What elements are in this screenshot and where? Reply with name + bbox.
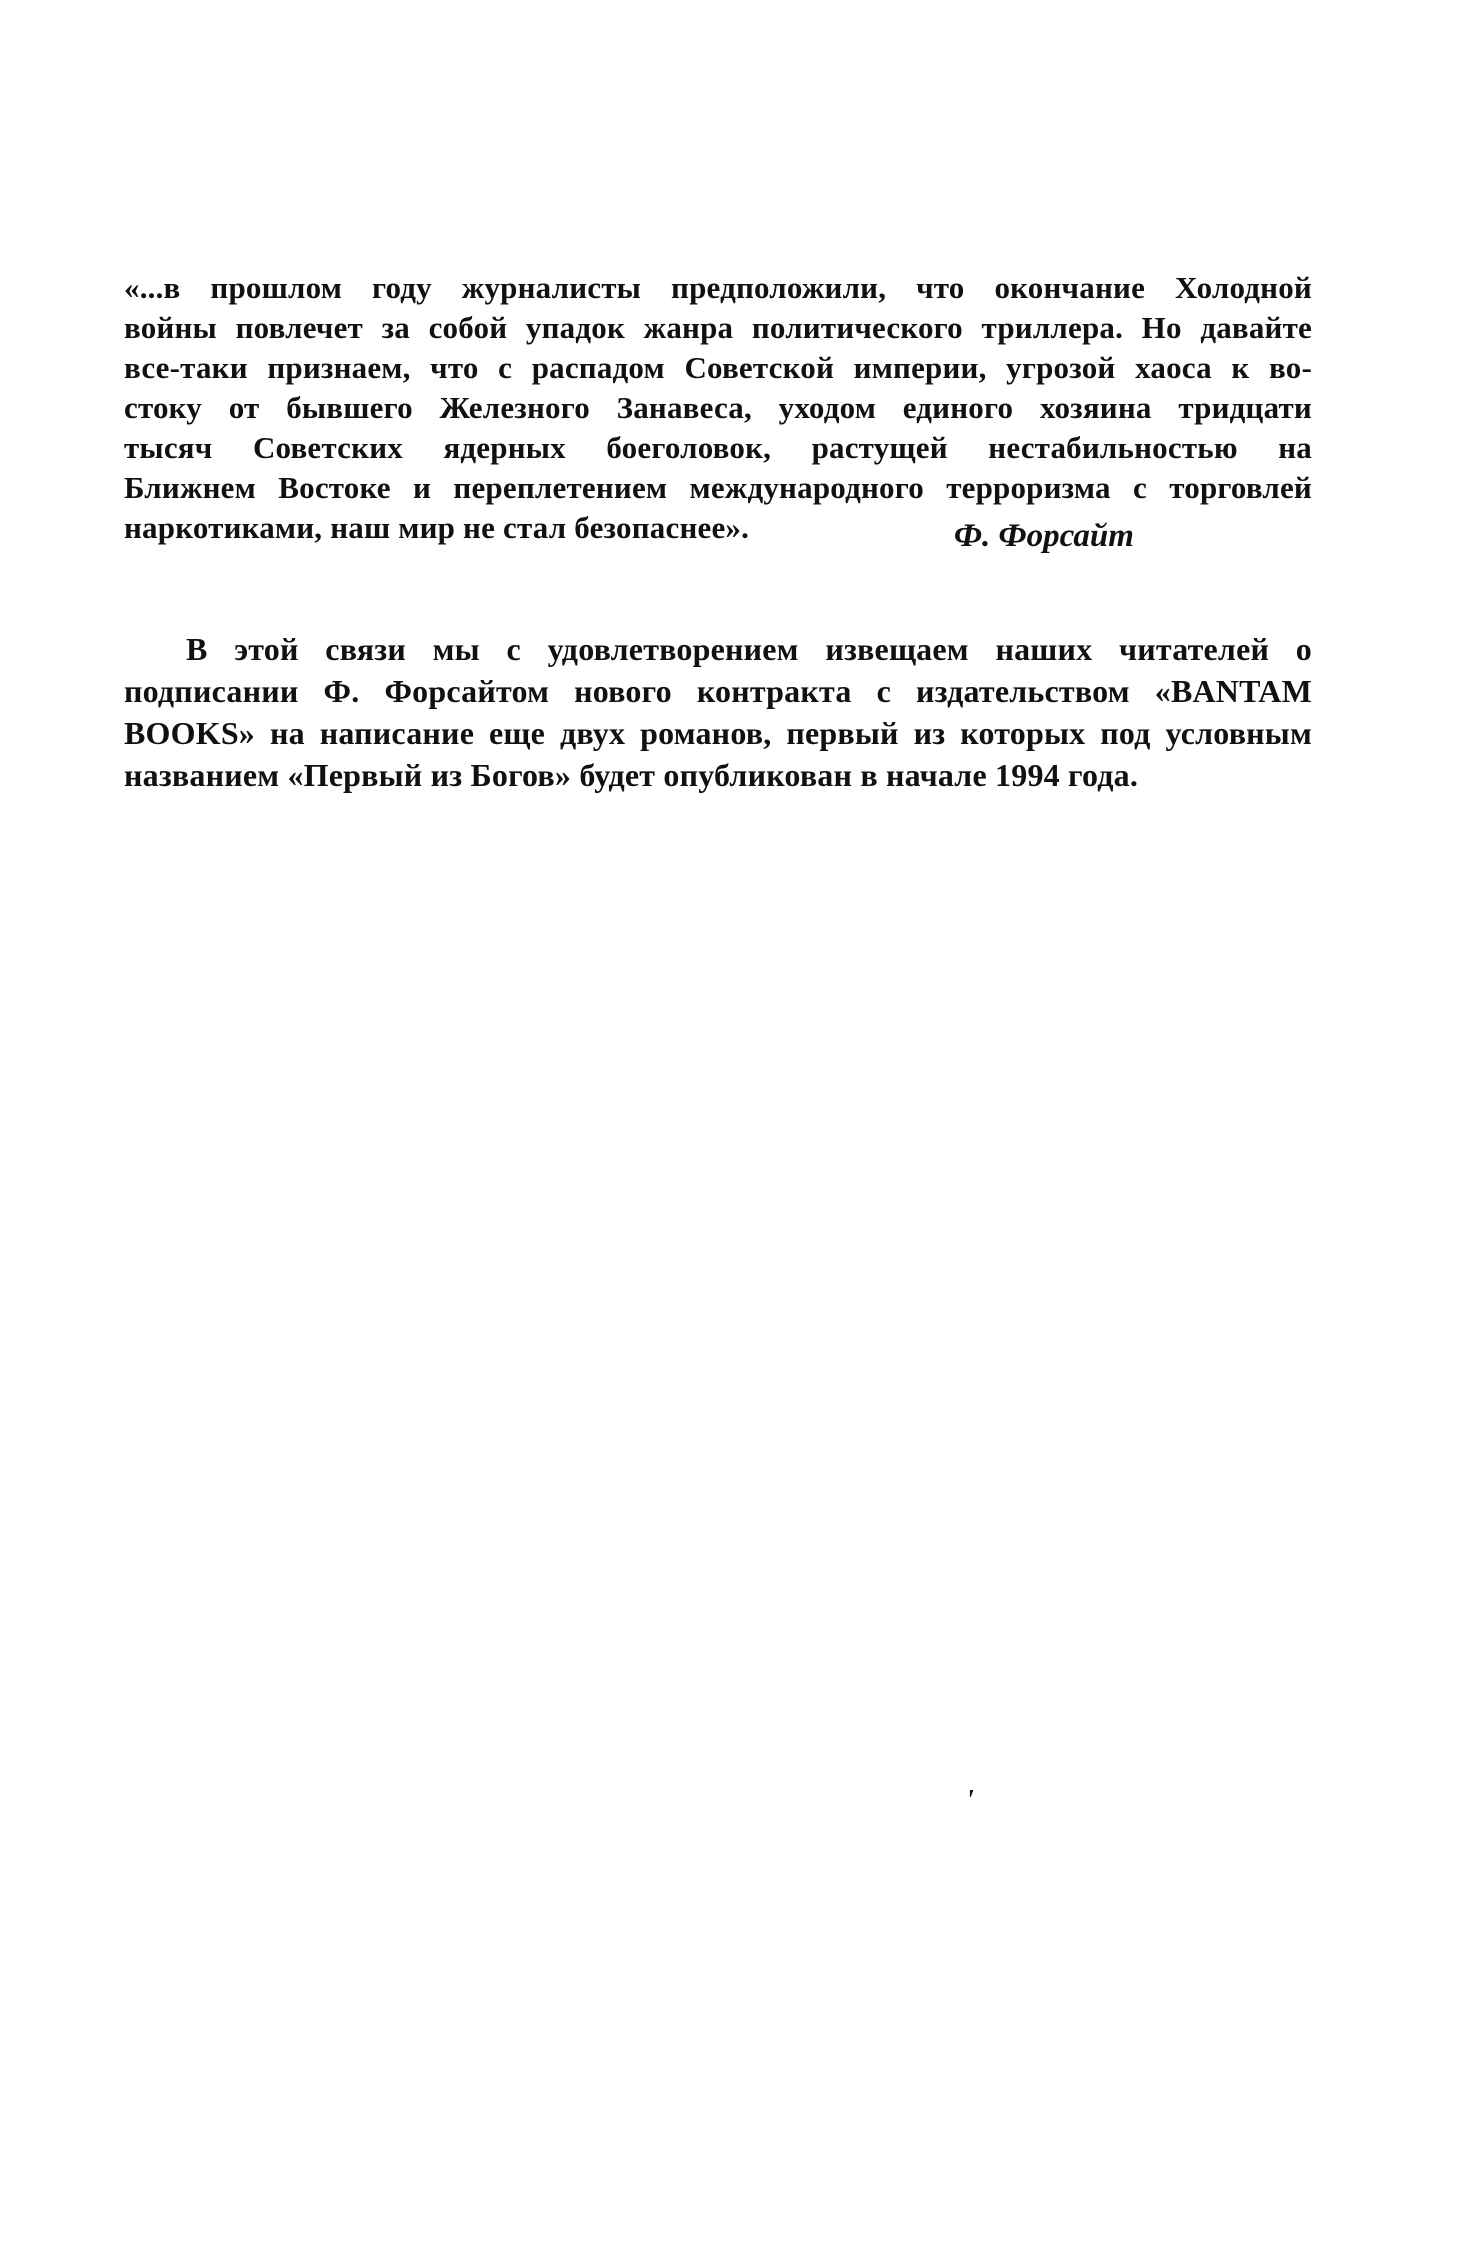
epigraph-signature: Ф. Форсайт: [954, 518, 1134, 554]
epigraph-line: «...в прошлом году журналисты предположили, что окончание Холодной: [124, 270, 1312, 305]
epigraph-last-row: [124, 508, 1312, 554]
announcement-line: названием «Первый из Богов» будет опубликован в начале 1994 года.: [124, 757, 1139, 793]
epigraph-line: Ближнем Востоке и переплетением международного терроризма с торговлей: [124, 470, 1312, 505]
epigraph-line: все-таки признаем, что с распадом Советской империи, угрозой хаоса к во-: [124, 350, 1312, 385]
stray-print-mark: ': [966, 1785, 974, 1816]
epigraph-line: стоку от бывшего Железного Занавеса, уходом единого хозяина тридцати: [124, 390, 1312, 425]
announcement-line: BOOKS» на написание еще двух романов, первый из которых под условным: [124, 715, 1312, 751]
epigraph-line: войны повлечет за собой упадок жанра политического триллера. Но давайте: [124, 310, 1312, 345]
announcement-paragraph: [124, 628, 1312, 796]
epigraph-line: наркотиками, наш мир не стал безопаснее».: [124, 510, 750, 545]
announcement-line: В этой связи мы с удовлетворением извещаем наших читателей о: [186, 631, 1312, 667]
announcement-line: подписании Ф. Форсайтом нового контракта с издательством «BANTAM: [124, 673, 1312, 709]
epigraph-quote: [124, 268, 1312, 554]
epigraph-line: тысяч Советских ядерных боеголовок, растущей нестабильностью на: [124, 430, 1312, 465]
